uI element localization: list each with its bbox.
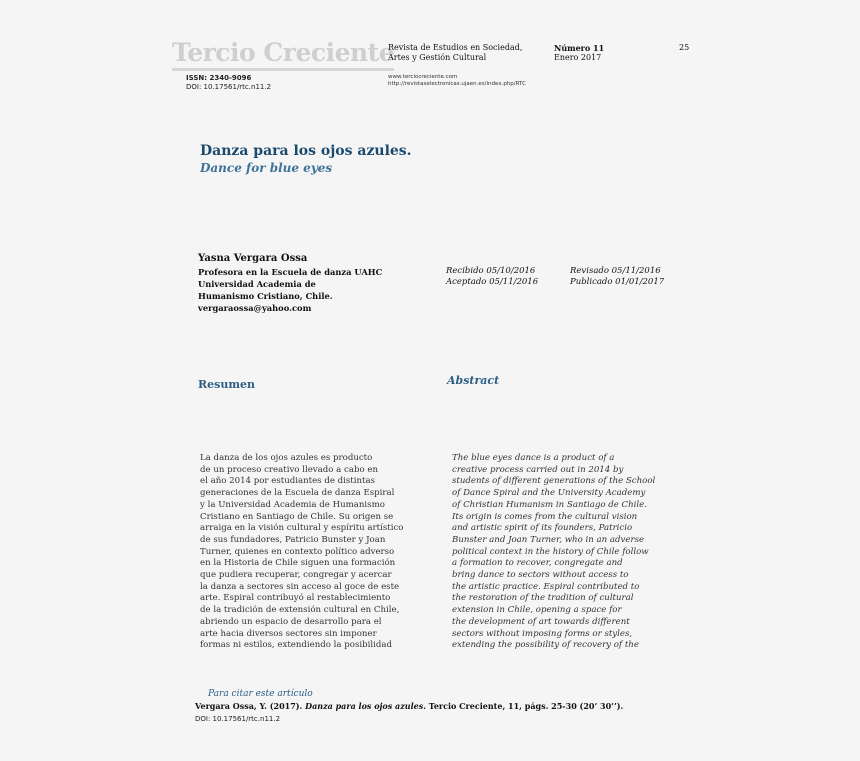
resumen-line: la danza a sectores sin acceso al goce de este: [200, 581, 400, 592]
issue-number: Número 11: [554, 43, 605, 53]
resumen-line: arte hacia diversos sectores sin imponer: [200, 628, 377, 639]
resumen-line: formas ni estilos, extendiendo la posibilidad: [200, 640, 392, 651]
resumen-line: Turner, quienes en contexto político adverso: [200, 546, 395, 557]
resumen-line: La danza de los ojos azules es producto: [200, 453, 373, 463]
journal-archive-url[interactable]: http://revistaselectronicas.ujaen.es/index.php/RTC: [388, 81, 526, 87]
abstract-line: extending the possibility of recovery of the: [452, 640, 639, 651]
resumen-line: de la tradición de extensión cultural en Chile,: [200, 605, 400, 616]
reviewed-date: Revisado 05/11/2016: [570, 266, 661, 276]
published-date: Publicado 01/01/2017: [570, 277, 665, 287]
author-name: Yasna Vergara Ossa: [198, 253, 308, 264]
resumen-line: y la Universidad Academia de Humanismo: [200, 499, 385, 510]
abstract-line: The blue eyes dance is a product of a: [452, 453, 615, 463]
issue-date: Enero 2017: [554, 53, 602, 62]
abstract-line: the development of art towards different: [452, 616, 630, 627]
citation-doi[interactable]: DOI: 10.17561/rtc.n11.2: [195, 715, 281, 723]
resumen-line: el año 2014 por estudiantes de distintas: [200, 476, 376, 487]
article-subtitle: Dance for blue eyes: [200, 161, 333, 175]
accepted-date: Aceptado 05/11/2016: [446, 277, 539, 287]
journal-url[interactable]: www.terciocreciente.com: [388, 74, 458, 80]
abstract-heading: Abstract: [447, 374, 500, 387]
resumen-line: de sus fundadores, Patricio Bunster y Joan: [200, 534, 386, 545]
citation-text: [195, 701, 623, 711]
abstract-line: bring dance to sectors without access to: [452, 570, 629, 581]
page-number: 25: [679, 43, 690, 52]
affiliation-line: Universidad Academia de: [198, 279, 316, 289]
citation-title: Danza para los ojos azules: [305, 701, 424, 711]
abstract-line: a formation to recover, congregate and: [452, 558, 623, 569]
abstract-line: creative process carried out in 2014 by: [452, 464, 624, 475]
resumen-line: que pudiera recuperar, congregar y acercar: [200, 570, 392, 581]
abstract-line: extension in Chile, opening a space for: [452, 605, 622, 616]
abstract-line: and artistic spirit of its founders, Patricio: [452, 523, 633, 534]
affiliation-line: Profesora en la Escuela de danza UAHC: [198, 267, 383, 277]
resumen-line: generaciones de la Escuela de danza Espiral: [200, 488, 395, 499]
resumen-body: [200, 453, 403, 652]
citation-heading: Para citar este artículo: [208, 689, 313, 699]
resumen-heading: Resumen: [198, 378, 255, 391]
abstract-line: Its origin is comes from the cultural vision: [452, 511, 638, 522]
abstract-line: of Christian Humanism in Santiago de Chile.: [452, 499, 647, 510]
abstract-line: sectors without imposing forms or styles,: [452, 628, 633, 639]
resumen-line: de un proceso creativo llevado a cabo en: [200, 464, 378, 475]
citation-prefix: Vergara Ossa, Y. (2017).: [195, 701, 306, 711]
article-title: Danza para los ojos azules.: [200, 143, 412, 159]
resumen-line: Cristiano en Santiago de Chile. Su origen se: [200, 511, 394, 522]
issn: ISSN: 2340-9096: [186, 74, 252, 82]
resumen-line: abriendo un espacio de desarrollo para el: [200, 616, 382, 627]
header-doi: DOI: 10.17561/rtc.n11.2: [186, 83, 272, 91]
affiliation-line: Humanismo Cristiano, Chile.: [198, 291, 333, 301]
citation-suffix: . Tercio Creciente, 11, págs. 25-30 (20’ 30’’).: [423, 701, 624, 711]
journal-description-line2: Artes y Gestión Cultural: [388, 53, 487, 62]
abstract-body: [452, 453, 655, 652]
journal-description-line1: Revista de Estudios en Sociedad,: [388, 43, 523, 52]
abstract-line: students of different generations of the School: [452, 476, 656, 487]
resumen-line: arte. Espiral contribuyó al restablecimiento: [200, 593, 391, 604]
abstract-line: political context in the history of Chile follow: [452, 546, 649, 557]
abstract-line: the artistic practice. Espiral contributed to: [452, 581, 640, 592]
abstract-line: Bunster and Joan Turner, who in an adverse: [452, 534, 645, 545]
abstract-line: the restoration of the tradition of cultural: [452, 593, 634, 604]
resumen-line: arraiga en la visión cultural y espíritu artístico: [200, 523, 404, 534]
author-email[interactable]: vergaraossa@yahoo.com: [198, 303, 312, 313]
received-date: Recibido 05/10/2016: [446, 266, 536, 276]
journal-logo: Tercio Creciente: [172, 38, 394, 71]
abstract-line: of Dance Spiral and the University Academy: [452, 488, 646, 499]
resumen-line: en la Historia de Chile siguen una formación: [200, 558, 396, 569]
